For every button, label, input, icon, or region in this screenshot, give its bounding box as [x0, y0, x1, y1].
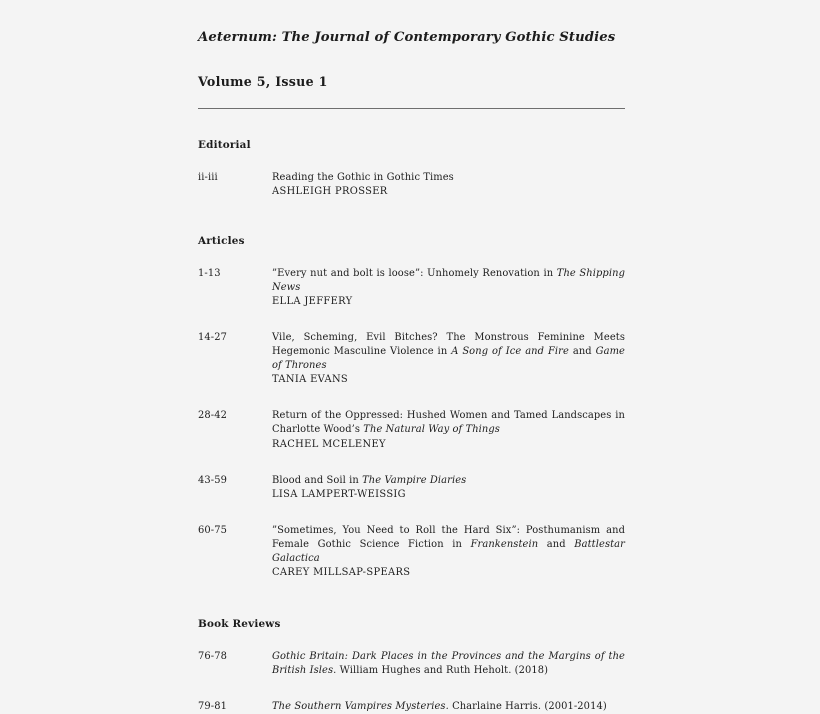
- entry-author: ELLA JEFFERY: [272, 296, 353, 308]
- volume-issue-line: Volume 5, Issue 1: [198, 73, 328, 89]
- review-title: The Southern Vampires Mysteries. Charlaine Harris. (2001-2014): [272, 701, 607, 713]
- entry-body: [272, 700, 625, 714]
- book-review-entry: [198, 678, 625, 714]
- article-title: ”Sometimes, You Need to Roll the Hard Six”: Posthumanism and Female Gothic Science Fiction in Frankenstein and Battlestar Galactica: [272, 524, 625, 564]
- entry-page-range: 14-27: [198, 332, 227, 344]
- entry-author: LISA LAMPERT-WEISSIG: [272, 488, 406, 500]
- article-title: Blood and Soil in The Vampire Diaries: [272, 474, 467, 486]
- entry-body: [272, 267, 625, 309]
- entry-author: TANIA EVANS: [272, 374, 349, 386]
- entry-body: [272, 474, 625, 502]
- book-reviews-entry-list: [198, 630, 625, 714]
- journal-title: Aeternum: The Journal of Contemporary Gothic Studies: [198, 30, 616, 45]
- section-heading-editorial: Editorial: [198, 138, 251, 151]
- entry-body: [272, 650, 625, 678]
- entry-author: CAREY MILLSAP-SPEARS: [272, 566, 411, 578]
- article-entry: [198, 247, 625, 309]
- article-entry: [198, 502, 625, 580]
- article-title: Reading the Gothic in Gothic Times: [272, 171, 454, 183]
- header-divider: [198, 108, 625, 109]
- article-title: Vile, Scheming, Evil Bitches? The Monstrous Feminine Meets Hegemonic Masculine Violence in A Song of Ice and Fire and Game of Thrones: [272, 332, 625, 372]
- editorial-entry-list: [198, 151, 625, 199]
- article-title: ”Every nut and bolt is loose”: Unhomely Renovation in The Shipping News: [272, 267, 625, 294]
- article-title: Return of the Oppressed: Hushed Women and Tamed Landscapes in Charlotte Wood’s The Natural Way of Things: [272, 410, 625, 436]
- article-entry: [198, 387, 625, 451]
- review-title: Gothic Britain: Dark Places in the Provinces and the Margins of the British Isles. William Hughes and Ruth Heholt. (2018): [272, 650, 625, 677]
- page-content: [198, 30, 625, 714]
- section-book-reviews: [198, 580, 625, 714]
- section-articles: [198, 199, 625, 580]
- book-review-entry: [198, 630, 625, 678]
- section-heading-book-reviews: Book Reviews: [198, 617, 281, 630]
- article-entry: [198, 151, 625, 199]
- entry-page-range: ii-iii: [198, 171, 218, 183]
- section-heading-articles: Articles: [198, 234, 245, 247]
- entry-author: ASHLEIGH PROSSER: [272, 185, 388, 197]
- entry-page-range: 43-59: [198, 474, 227, 486]
- articles-entry-list: [198, 247, 625, 580]
- article-entry: [198, 309, 625, 387]
- section-editorial: [198, 117, 625, 199]
- article-entry: [198, 452, 625, 502]
- entry-body: [272, 524, 625, 580]
- entry-page-range: 28-42: [198, 410, 227, 422]
- entry-page-range: 60-75: [198, 524, 227, 536]
- entry-body: [272, 331, 625, 387]
- entry-page-range: 79-81: [198, 701, 227, 713]
- entry-author: RACHEL MCELENEY: [272, 438, 386, 450]
- entry-page-range: 76-78: [198, 650, 227, 662]
- entry-body: [272, 171, 625, 199]
- entry-page-range: 1-13: [198, 267, 221, 279]
- entry-body: [272, 409, 625, 451]
